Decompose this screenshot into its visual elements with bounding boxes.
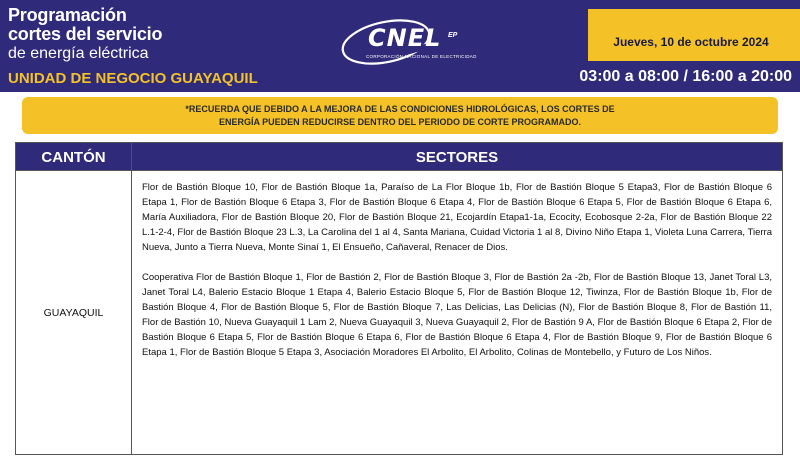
business-unit-label: UNIDAD DE NEGOCIO GUAYAQUIL (8, 70, 258, 87)
schedule-table (15, 142, 783, 455)
title-line-1: Programación (8, 5, 127, 25)
sectores-paragraph-1: Flor de Bastión Bloque 10, Flor de Bastión Bloque 1a, Paraíso de La Flor Bloque 1b, Flor de Bastión Bloque 5 Etapa3, Flor de Bastión Bloque 6 Etapa 1, Flor de Bastión Bloque 6 Etapa 3, Flor de Bastión Bloque 6 Etapa 4, Flor de Bastión Bloque 6 Etapa 5, Flor de Bastión Bloque 6 Etapa 6, María Auxiliadora, Flor de Bastión Bloque 20, Flor de Bastión Bloque 21, Ecojardín Etapa1-1a, Ecocity, Ecobosque 2-2a, Flor de Bastión Bloque 22 L.1-2-4, Flor de Bastión Bloque 23 L.3, La Carolina del 1 al 4, Santa Mariana, Cuidad Victoria 1 al 8, Divino Niño Etapa 1, Violeta Luna Carrera, Tierra Nueva, Junto a Tierra Nueva, Monte Sinaí 1, El Ensueño, Cañaveral, Renacer de Dios. (142, 182, 772, 253)
table-header-row (16, 143, 782, 171)
logo-ep: EP (448, 32, 458, 39)
table-row-sectores (132, 171, 782, 454)
notice-text: *RECUERDA QUE DEBIDO A LA MEJORA DE LAS CONDICIONES HIDROLÓGICAS, LOS CORTES DE ENERGÍA PUEDEN REDUCIRSE DENTRO DEL PERIODO DE CORTE PROGRAMADO. (185, 103, 615, 127)
sectores-paragraph-2: Cooperativa Flor de Bastión Bloque 1, Flor de Bastión 2, Flor de Bastión Bloque 3, Flor de Bastión 2a -2b, Flor de Bastión Bloque 13, Janet Toral L3, Janet Toral L4, Balerio Estacio Bloque 1 Etapa 4, Balerio Estacio Bloque 5, Flor de Bastión Bloque 12, Tiwinza, Flor de Bastión Bloque 1b, Flor de Bastión Bloque 4, Flor de Bastión Bloque 5, Flor de Bastión Bloque 7, Las Delicias, Las Delicias (N), Flor de Bastión Bloque 8, Flor de Bastión 11, Flor de Bastión 10, Nueva Guayaquil 1 Lam 2, Nueva Guayaquil 3, Nueva Guayaquil 2, Flor de Bastión 9 A, Flor de Bastión Bloque 6 Etapa 2, Flor de Bastión Bloque 6 Etapa 5, Flor de Bastión Bloque 6 Etapa 6, Flor de Bastión Bloque 6 Etapa 4, Flor de Bastión Bloque 9, Flor de Bastión Bloque 6 Etapa 1, Flor de Bastión Bloque 5 Etapa 3, Asociación Moradores El Arbolito, El Arbolito, Colinas de Montebello, y Futuro de Los Niños. (142, 272, 772, 358)
logo-wordmark: CNEL (368, 24, 442, 52)
notice-banner (22, 97, 778, 134)
date-box (588, 9, 800, 61)
table-row-canton: GUAYAQUIL (16, 171, 132, 454)
header-sectores: SECTORES (415, 148, 499, 166)
header-title (8, 6, 162, 63)
date-text: Jueves, 10 de octubre 2024 (613, 35, 769, 49)
title-line-2: cortes del servicio (8, 24, 163, 44)
schedule-hours: 03:00 a 08:00 / 16:00 a 20:00 (579, 68, 792, 85)
header-canton: CANTÓN (16, 143, 132, 171)
cnel-logo (336, 14, 486, 70)
title-line-3: de energía eléctrica (8, 45, 149, 62)
logo-subtitle: CORPORACIÓN NACIONAL DE ELECTRICIDAD (366, 54, 477, 59)
header-banner (0, 0, 800, 92)
